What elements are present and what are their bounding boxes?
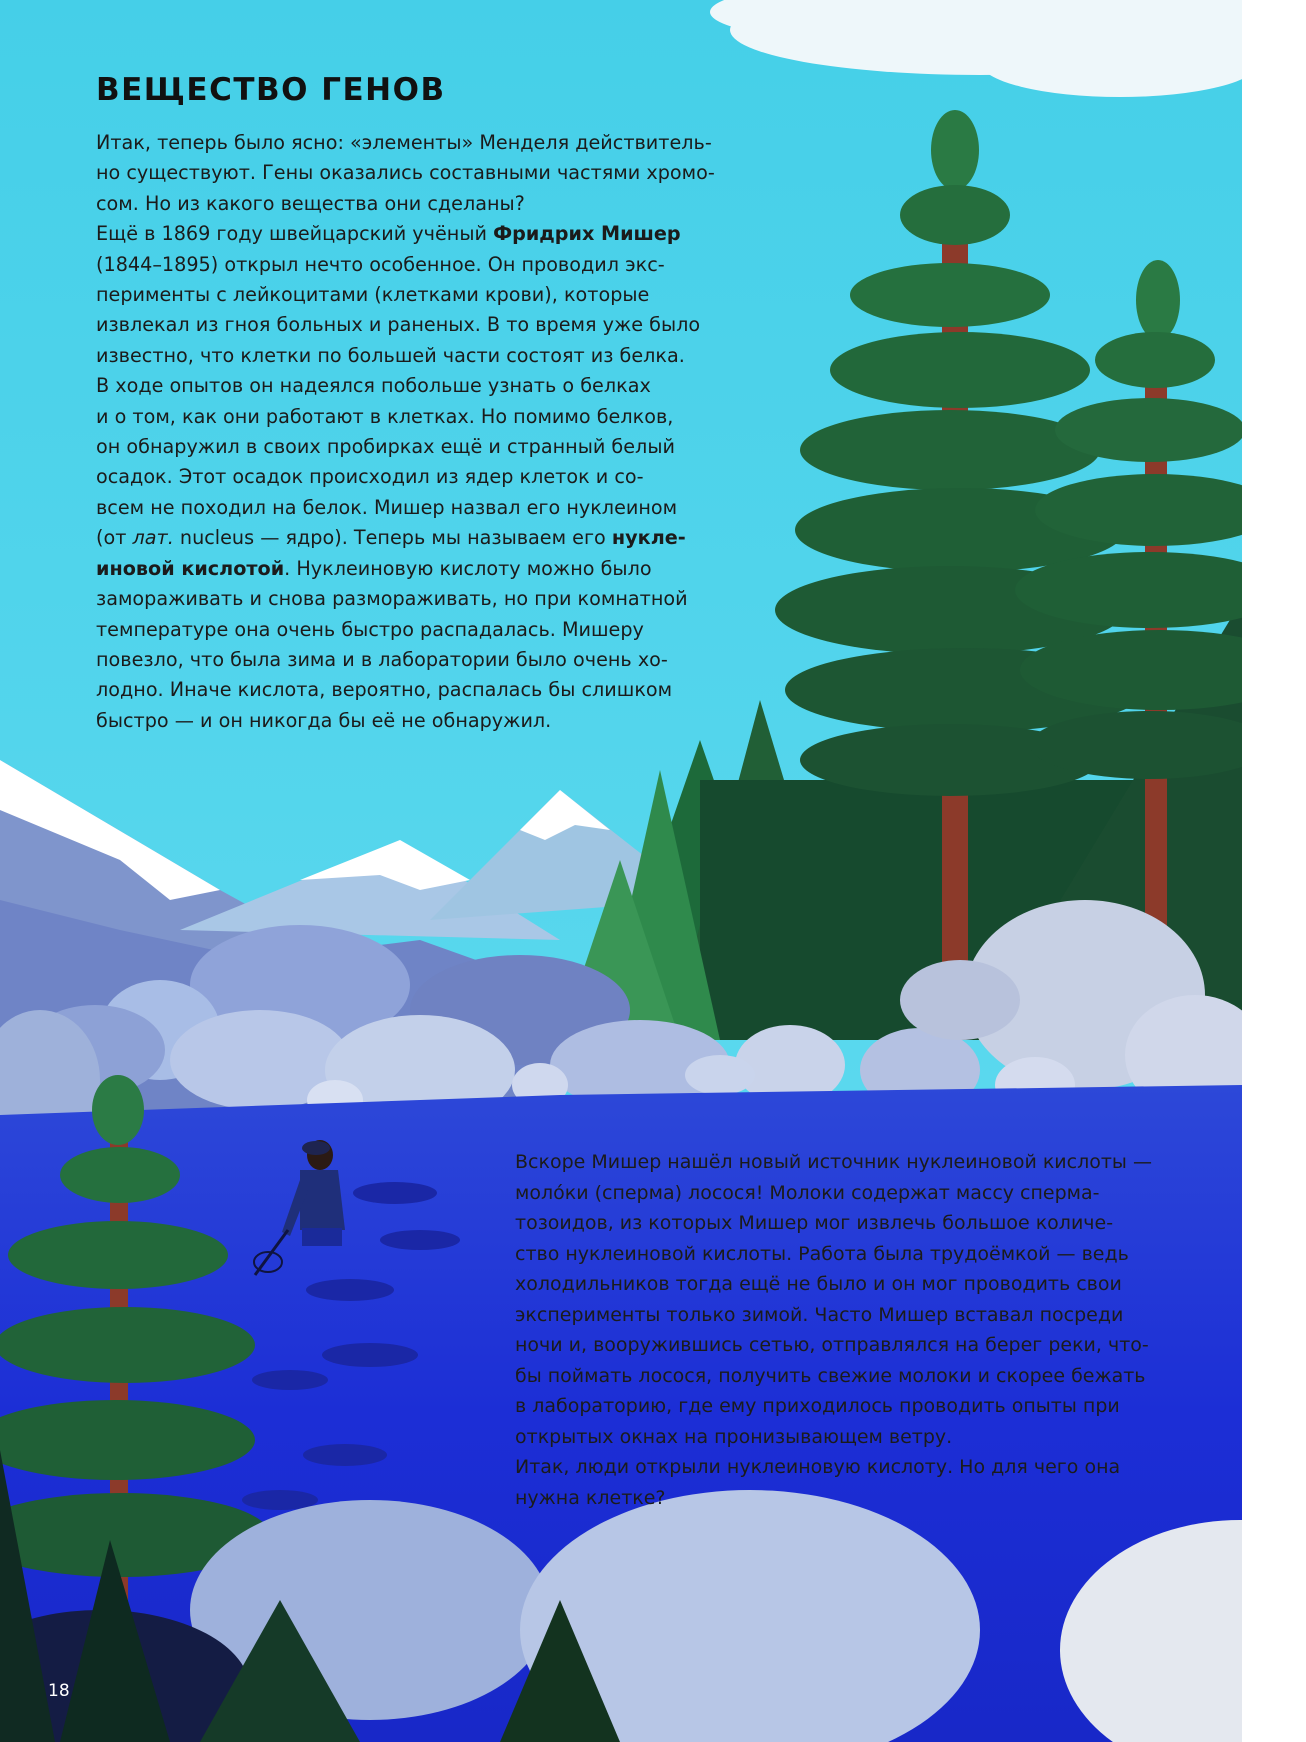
text-segment: . Нуклеиновую кислоту можно было bbox=[284, 556, 652, 580]
text-line: извлекал из гноя больных и раненых. В то время уже было bbox=[96, 313, 701, 337]
bold-term: нукле- bbox=[611, 526, 686, 550]
text-line: Итак, люди открыли нуклеиновую кислоту. Но для чего она bbox=[515, 1456, 1121, 1478]
text-line: нужна клетке? bbox=[515, 1486, 666, 1509]
text-line: перименты с лейкоцитами (клетками крови), которые bbox=[96, 283, 650, 307]
text-line: повезло, что была зима и в лаборатории было очень хо- bbox=[96, 647, 668, 671]
text-line: лодно. Иначе кислота, вероятно, распалась бы слишком bbox=[96, 678, 673, 702]
text-line: Вскоре Мишер нашёл новый источник нуклеиновой кислоты — bbox=[515, 1151, 1152, 1173]
text-line: быстро — и он никогда бы её не обнаружил. bbox=[96, 708, 552, 732]
text-line: и о том, как они работают в клетках. Но помимо белков, bbox=[96, 404, 674, 428]
text-segment: nucleus — ядро). Теперь мы называем его bbox=[173, 526, 612, 550]
text-line: тозоидов, из которых Мишер мог извлечь большое количе- bbox=[515, 1212, 1114, 1234]
text-line: В ходе опытов он надеялся побольше узнать о белках bbox=[96, 374, 651, 398]
page-title: ВЕЩЕСТВО ГЕНОВ bbox=[96, 72, 446, 108]
article-paragraph-2 bbox=[515, 1147, 1155, 1513]
text-line: в лабораторию, где ему приходилось проводить опыты при bbox=[515, 1395, 1120, 1417]
text-line: известно, что клетки по большей части состоят из белка. bbox=[96, 343, 685, 367]
text-line: (1844–1895) открыл нечто особенное. Он проводил экс- bbox=[96, 252, 665, 276]
text-line: замораживать и снова размораживать, но при комнатной bbox=[96, 587, 688, 611]
text-segment: Ещё в 1869 году швейцарский учёный bbox=[96, 222, 494, 246]
text-line: бы поймать лосося, получить свежие молоки и скорее бежать bbox=[515, 1364, 1146, 1387]
text-segment: (от bbox=[96, 526, 133, 550]
text-line: он обнаружил в своих пробирках ещё и странный белый bbox=[96, 435, 675, 459]
text-line: ночи и, вооружившись сетью, отправлялся на берег реки, что- bbox=[515, 1334, 1149, 1356]
text-line: Итак, теперь было ясно: «элементы» Менделя действитель- bbox=[96, 131, 712, 154]
text-line: ство нуклеиновой кислоты. Работа была трудоёмкой — ведь bbox=[515, 1242, 1129, 1265]
text-line bbox=[96, 523, 706, 553]
text-line: всем не походил на белок. Мишер назвал его нуклеином bbox=[96, 495, 678, 519]
italic-term: лат. bbox=[132, 526, 174, 550]
text-line: открытых окнах на пронизывающем ветру. bbox=[515, 1425, 953, 1448]
text-line: моло́ки (сперма) лосося! Молоки содержат массу сперма- bbox=[515, 1181, 1100, 1204]
text-line: осадок. Этот осадок происходил из ядер клеток и со- bbox=[96, 465, 644, 489]
page-number: 18 bbox=[48, 1681, 70, 1701]
text-line: холодильников тогда ещё не было и он мог проводить свои bbox=[515, 1273, 1122, 1295]
bold-name: Фридрих Мишер bbox=[493, 222, 681, 246]
text-line: температуре она очень быстро распадалась. Мишеру bbox=[96, 617, 644, 641]
text-line bbox=[96, 219, 706, 249]
bold-term: иновой кислотой bbox=[96, 556, 285, 580]
article-paragraph-1 bbox=[96, 128, 715, 736]
text-line: сом. Но из какого вещества они сделаны? bbox=[96, 191, 525, 215]
text-line: эксперименты только зимой. Часто Мишер вставал посреди bbox=[515, 1303, 1124, 1326]
text-line: но существуют. Гены оказались составными частями хромо- bbox=[96, 161, 715, 185]
text-line bbox=[96, 554, 706, 584]
